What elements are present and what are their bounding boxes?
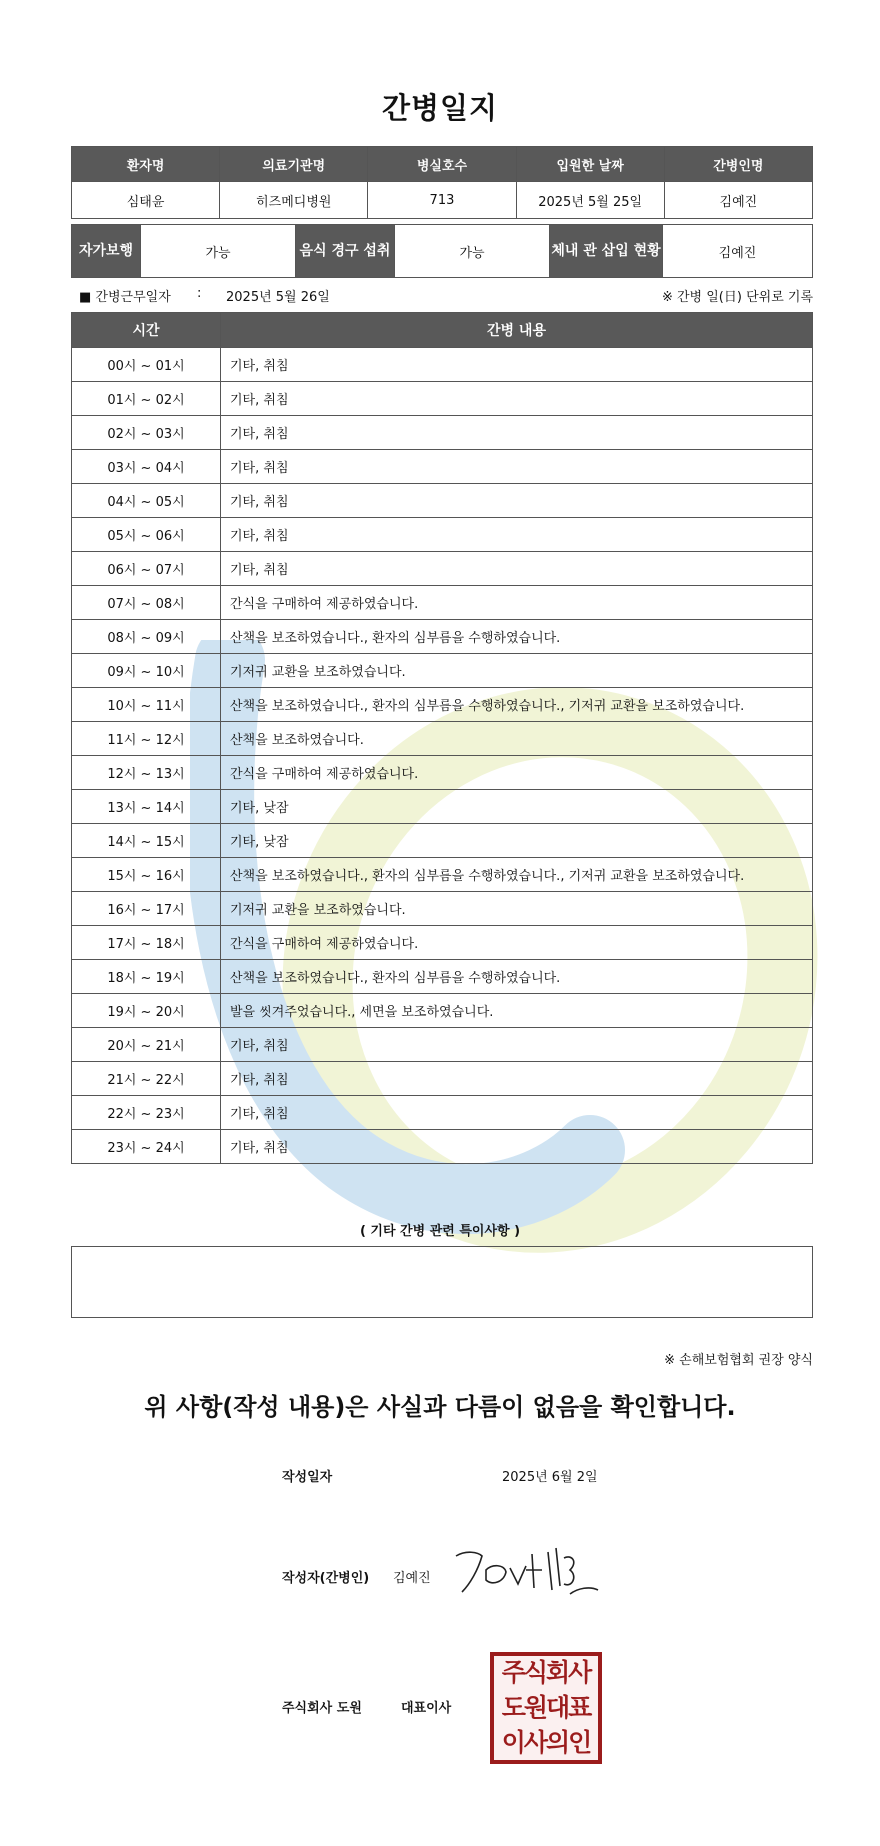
log-row bbox=[72, 484, 813, 518]
log-content: 산책을 보조하였습니다., 환자의 심부름을 수행하였습니다. bbox=[221, 960, 813, 994]
log-content: 간식을 구매하여 제공하였습니다. bbox=[221, 586, 813, 620]
log-row bbox=[72, 450, 813, 484]
log-time: 01시 ~ 02시 bbox=[72, 382, 221, 416]
company-seal-stamp bbox=[490, 1652, 602, 1764]
log-row bbox=[72, 892, 813, 926]
log-time: 10시 ~ 11시 bbox=[72, 688, 221, 722]
ceo-label: 대표이사 bbox=[401, 1701, 452, 1716]
log-time: 05시 ~ 06시 bbox=[72, 518, 221, 552]
log-row bbox=[72, 1062, 813, 1096]
log-time: 09시 ~ 10시 bbox=[72, 654, 221, 688]
patient-status-table bbox=[71, 224, 813, 278]
self-walk-value: 가능 bbox=[141, 225, 296, 278]
log-row bbox=[72, 382, 813, 416]
admission-date: 2025년 5월 25일 bbox=[516, 182, 664, 219]
work-date-colon: : bbox=[197, 286, 202, 301]
header-hospital: 의료기관명 bbox=[220, 147, 368, 182]
oral-intake-label: 음식 경구 섭취 bbox=[296, 225, 395, 278]
tube-value: 김예진 bbox=[663, 225, 813, 278]
header-caregiver: 간병인명 bbox=[664, 147, 812, 182]
confirmation-statement: 위 사항(작성 내용)은 사실과 다름이 없음을 확인합니다. bbox=[144, 1393, 736, 1421]
log-row bbox=[72, 824, 813, 858]
log-content: 산책을 보조하였습니다., 환자의 심부름을 수행하였습니다., 기저귀 교환을 보조하였습니다. bbox=[221, 858, 813, 892]
log-content: 기타, 취침 bbox=[221, 484, 813, 518]
log-content: 기타, 취침 bbox=[221, 1130, 813, 1164]
log-row bbox=[72, 1096, 813, 1130]
log-time: 07시 ~ 08시 bbox=[72, 586, 221, 620]
log-content: 기타, 낮잠 bbox=[221, 790, 813, 824]
writer-name: 김예진 bbox=[393, 1571, 431, 1586]
log-time: 17시 ~ 18시 bbox=[72, 926, 221, 960]
handwritten-signature bbox=[452, 1540, 602, 1602]
log-row bbox=[72, 960, 813, 994]
log-content: 산책을 보조하였습니다., 환자의 심부름을 수행하였습니다. bbox=[221, 620, 813, 654]
patient-info-table bbox=[71, 146, 813, 219]
header-admission-date: 입원한 날짜 bbox=[516, 147, 664, 182]
self-walk-label: 자가보행 bbox=[72, 225, 141, 278]
log-time: 16시 ~ 17시 bbox=[72, 892, 221, 926]
log-time: 08시 ~ 09시 bbox=[72, 620, 221, 654]
daily-record-note: ※ 간병 일(日) 단위로 기록 bbox=[661, 290, 813, 305]
log-row bbox=[72, 552, 813, 586]
log-time: 13시 ~ 14시 bbox=[72, 790, 221, 824]
log-time: 00시 ~ 01시 bbox=[72, 348, 221, 382]
log-row bbox=[72, 994, 813, 1028]
log-row bbox=[72, 926, 813, 960]
log-time: 19시 ~ 20시 bbox=[72, 994, 221, 1028]
care-log-table bbox=[71, 312, 813, 1164]
log-row bbox=[72, 620, 813, 654]
log-time: 21시 ~ 22시 bbox=[72, 1062, 221, 1096]
oral-intake-value: 가능 bbox=[395, 225, 550, 278]
log-content: 기타, 취침 bbox=[221, 450, 813, 484]
log-time: 06시 ~ 07시 bbox=[72, 552, 221, 586]
room-number: 713 bbox=[368, 182, 516, 219]
log-time: 20시 ~ 21시 bbox=[72, 1028, 221, 1062]
log-content: 기저귀 교환을 보조하였습니다. bbox=[221, 892, 813, 926]
log-row bbox=[72, 654, 813, 688]
work-date-label: ■ 간병근무일자 bbox=[79, 290, 171, 305]
log-content: 기타, 취침 bbox=[221, 1096, 813, 1130]
caregiver-name: 김예진 bbox=[664, 182, 812, 219]
log-content: 간식을 구매하여 제공하였습니다. bbox=[221, 926, 813, 960]
log-content: 간식을 구매하여 제공하였습니다. bbox=[221, 756, 813, 790]
log-time: 15시 ~ 16시 bbox=[72, 858, 221, 892]
log-row bbox=[72, 518, 813, 552]
log-time: 02시 ~ 03시 bbox=[72, 416, 221, 450]
log-row bbox=[72, 688, 813, 722]
log-row bbox=[72, 1130, 813, 1164]
log-content: 산책을 보조하였습니다. bbox=[221, 722, 813, 756]
log-row bbox=[72, 756, 813, 790]
log-time: 03시 ~ 04시 bbox=[72, 450, 221, 484]
seal-line-2: 도원대표 bbox=[501, 1693, 591, 1722]
log-content: 기타, 취침 bbox=[221, 348, 813, 382]
patient-name: 심태윤 bbox=[72, 182, 220, 219]
notes-title: ( 기타 간병 관련 특이사항 ) bbox=[359, 1224, 521, 1239]
notes-box bbox=[71, 1246, 813, 1318]
log-header-time: 시간 bbox=[72, 313, 221, 348]
log-row bbox=[72, 416, 813, 450]
log-time: 14시 ~ 15시 bbox=[72, 824, 221, 858]
log-content: 기타, 취침 bbox=[221, 1062, 813, 1096]
log-content: 기저귀 교환을 보조하였습니다. bbox=[221, 654, 813, 688]
seal-line-1: 주식회사 bbox=[501, 1658, 591, 1687]
hospital-name: 히즈메디병원 bbox=[220, 182, 368, 219]
company-label: 주식회사 도원 bbox=[282, 1701, 362, 1716]
log-content: 기타, 취침 bbox=[221, 518, 813, 552]
log-content: 기타, 취침 bbox=[221, 1028, 813, 1062]
log-content: 기타, 낮잠 bbox=[221, 824, 813, 858]
seal-line-3: 이사의인 bbox=[501, 1728, 591, 1757]
log-header-content: 간병 내용 bbox=[221, 313, 813, 348]
tube-label: 체내 관 삽입 현황 bbox=[550, 225, 663, 278]
log-time: 18시 ~ 19시 bbox=[72, 960, 221, 994]
log-content: 발을 씻겨주었습니다., 세면을 보조하였습니다. bbox=[221, 994, 813, 1028]
log-content: 기타, 취침 bbox=[221, 416, 813, 450]
header-patient-name: 환자명 bbox=[72, 147, 220, 182]
recommend-note: ※ 손해보험협회 권장 양식 bbox=[664, 1353, 813, 1368]
log-row bbox=[72, 790, 813, 824]
writer-label: 작성자(간병인) bbox=[282, 1571, 370, 1586]
log-time: 12시 ~ 13시 bbox=[72, 756, 221, 790]
written-date-value: 2025년 6월 2일 bbox=[502, 1470, 598, 1485]
log-content: 기타, 취침 bbox=[221, 552, 813, 586]
written-date-label: 작성일자 bbox=[282, 1470, 333, 1485]
log-row bbox=[72, 348, 813, 382]
log-time: 04시 ~ 05시 bbox=[72, 484, 221, 518]
log-row bbox=[72, 586, 813, 620]
log-time: 11시 ~ 12시 bbox=[72, 722, 221, 756]
header-room: 병실호수 bbox=[368, 147, 516, 182]
work-date-value: 2025년 5월 26일 bbox=[226, 290, 330, 305]
document-title: 간병일지 bbox=[381, 91, 499, 125]
log-row bbox=[72, 858, 813, 892]
log-row bbox=[72, 1028, 813, 1062]
log-time: 23시 ~ 24시 bbox=[72, 1130, 221, 1164]
log-content: 산책을 보조하였습니다., 환자의 심부름을 수행하였습니다., 기저귀 교환을 보조하였습니다. bbox=[221, 688, 813, 722]
log-content: 기타, 취침 bbox=[221, 382, 813, 416]
log-row bbox=[72, 722, 813, 756]
log-time: 22시 ~ 23시 bbox=[72, 1096, 221, 1130]
